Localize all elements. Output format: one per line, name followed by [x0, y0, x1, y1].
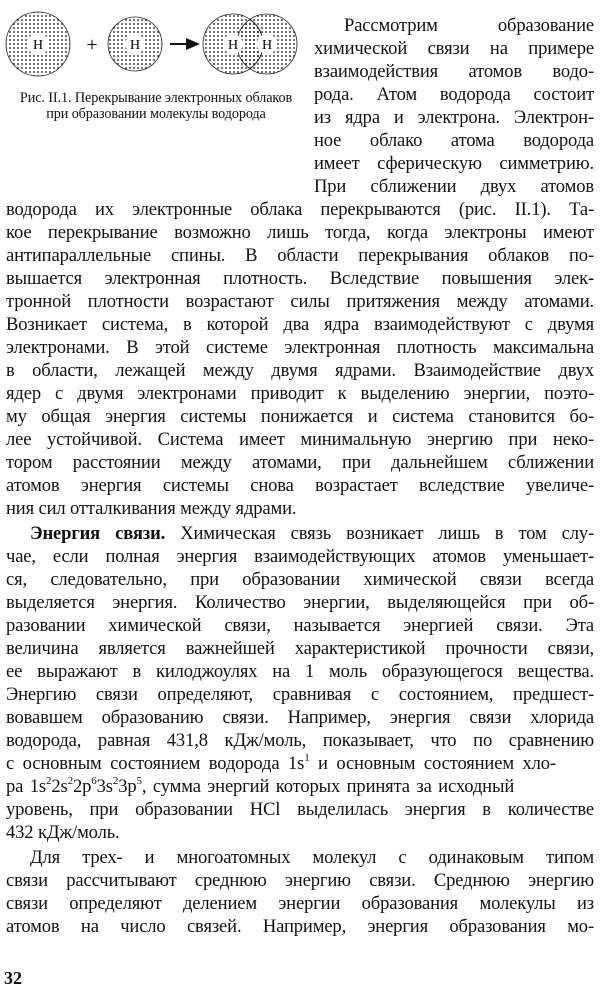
- superscript: 6: [91, 774, 97, 787]
- text-line: химической связи на примере: [314, 38, 594, 59]
- text-line: Возникает система, в которой два ядра взаимодействуют с двумя: [6, 314, 594, 335]
- text-line: ся, следовательно, при образовании химической связи всегда: [6, 569, 594, 590]
- section-heading: Энергия связи.: [30, 523, 166, 544]
- text-line: тором расстоянии между атомами, при дальнейшем сближении: [6, 452, 594, 473]
- text-line: атомов энергия системы снова возрастает вследствие увеличе-: [6, 475, 594, 496]
- text-line: вышается электронная плотность. Вследствие повышения элек-: [6, 268, 594, 289]
- text-run: 2s: [51, 776, 68, 797]
- text-line: из ядра и электрона. Электрон-: [314, 107, 594, 128]
- text-line: му общая энергия системы понижается и система становится бо-: [6, 406, 594, 427]
- superscript: 5: [136, 774, 142, 787]
- text-line: величина является важнейшей характеристикой прочности связи,: [6, 638, 594, 659]
- text-line: электронами. В этой системе электронная плотность максимальна: [6, 337, 594, 358]
- text-line: в области, лежащей между двумя ядрами. Взаимодействие двух: [6, 360, 594, 381]
- text-run: ра 1s: [6, 776, 46, 797]
- hydrogen-molecule: [203, 14, 297, 74]
- text-line: При сближении двух атомов: [314, 176, 594, 197]
- atom-label: H: [227, 38, 239, 53]
- text-line: тронной плотности возрастают силы притяжения между атомами.: [6, 291, 594, 312]
- text-line: вовавшем образованию связи. Например, энергия связи хлорида: [6, 707, 594, 728]
- text-line: взаимодействия атомов водо-: [314, 61, 594, 82]
- superscript: 2: [45, 774, 52, 787]
- atom-label: H: [129, 38, 141, 53]
- text-line: [30, 522, 594, 545]
- figure-ii-1: [4, 6, 304, 122]
- text-line: водорода, равная 431,8 кДж/моль, показывает, что по сравнению: [6, 730, 594, 751]
- superscript: 2: [67, 774, 73, 787]
- text-line: ее выражают в килоджоулях на 1 моль образующегося вещества.: [6, 661, 594, 682]
- text-line: связи рассчитывают среднюю энергию связи. Среднюю энергию: [6, 870, 594, 891]
- hydrogen-overlap-diagram: [4, 6, 304, 82]
- hydrogen-atom-1: [6, 12, 70, 76]
- atom-label: H: [32, 38, 44, 53]
- text-run: и основным состоянием хло-: [309, 753, 556, 774]
- text-line: антипараллельные спины. В области перекрывания облаков по-: [6, 245, 594, 266]
- text-line: [6, 775, 594, 798]
- text-line: [6, 752, 594, 775]
- text-line: выделяется энергия. Количество энергии, выделяющейся при об-: [6, 592, 594, 613]
- text-line: Энергию связи определяют, сравнивая с состоянием, предшест-: [6, 684, 594, 705]
- atom-label: H: [261, 38, 273, 53]
- text-line: связи определяют делением энергии образования молекулы из: [6, 893, 594, 914]
- text-run: Химическая связь возникает лишь в том слу-: [180, 523, 595, 544]
- text-line: чае, если полная энергия взаимодействующих атомов уменьшает-: [6, 546, 594, 567]
- text-line: водорода их электронные облака перекрываются (рис. II.1). Та-: [6, 199, 594, 220]
- text-line: Рассмотрим образование: [344, 15, 594, 36]
- page-number: 32: [4, 968, 22, 988]
- hydrogen-atom-2: [108, 17, 162, 71]
- arrow-icon: [170, 38, 200, 50]
- text-run: с основным состоянием водорода 1s: [6, 753, 305, 774]
- text-run: , сумма энергий которых принята за исходный: [141, 776, 515, 797]
- text-line: рода. Атом водорода состоит: [314, 84, 594, 105]
- plus-sign: +: [86, 34, 98, 56]
- superscript: 1: [304, 751, 310, 764]
- text-line: Для трех- и многоатомных молекул с одинаковым типом: [30, 847, 594, 868]
- text-line: ния сил отталкивания между ядрами.: [6, 498, 297, 519]
- superscript: 2: [112, 774, 119, 787]
- text-line: кое перекрывание возможно лишь тогда, когда электроны имеют: [6, 222, 594, 243]
- text-line: имеет сферическую симметрию.: [314, 153, 594, 174]
- text-line: 432 кДж/моль.: [6, 822, 120, 843]
- text-line: лее устойчивой. Система имеет минимальную энергию при неко-: [6, 429, 594, 450]
- text-line: уровень, при образовании HCl выделилась энергия в количестве: [6, 799, 594, 820]
- text-line: ное облако атома водорода: [314, 130, 594, 151]
- text-run: 3p: [118, 776, 137, 797]
- text-line: атомов на число связей. Например, энергия образования мо-: [6, 916, 594, 937]
- text-run: 2p: [72, 776, 92, 797]
- text-line: ядер с двумя электронами приводит к выделению энергии, поэто-: [6, 383, 594, 404]
- text-line: разовании химической связи, называется энергией связи. Эта: [6, 615, 594, 636]
- figure-caption: Рис. II.1. Перекрывание электронных облаков при образовании молекулы водорода: [19, 90, 293, 122]
- text-run: 3s: [96, 776, 113, 797]
